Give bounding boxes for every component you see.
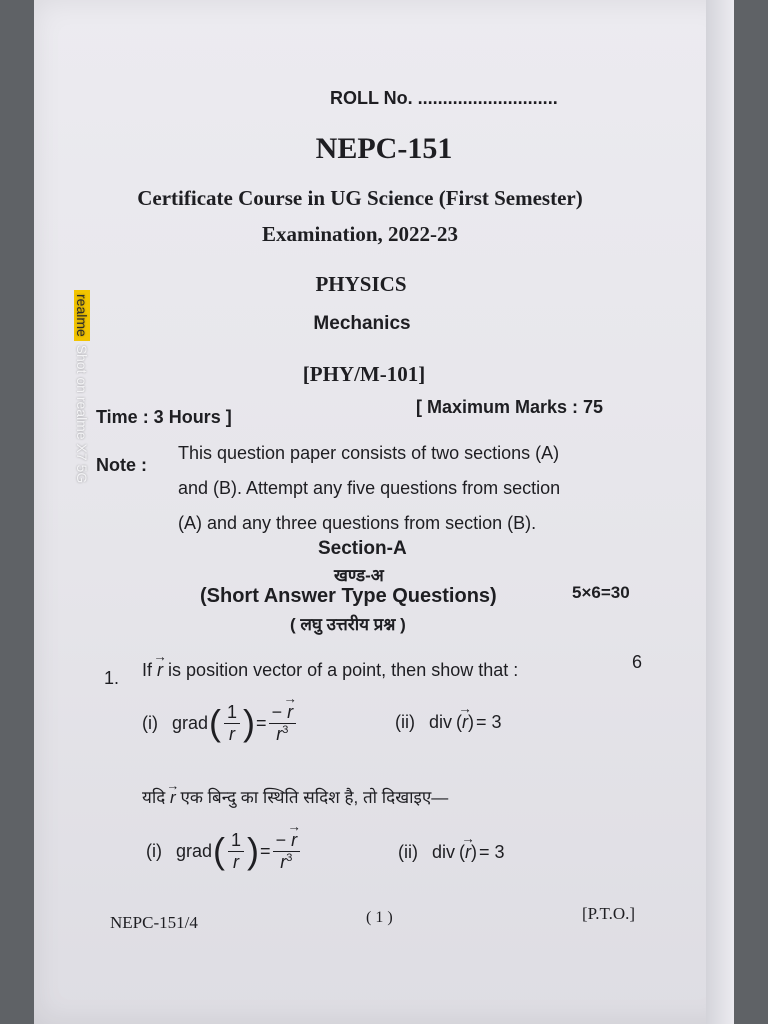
fraction-numerator: 1	[228, 830, 244, 852]
subject-title: PHYSICS	[315, 272, 407, 296]
section-title-hindi: खण्ड-अ	[334, 566, 384, 585]
fraction-denominator: r	[233, 851, 240, 872]
question-text	[142, 660, 518, 681]
roll-number-field: ROLL No. ............................	[330, 88, 558, 108]
fraction-numerator: 1	[224, 702, 240, 724]
part-i-label: (i)	[146, 840, 162, 861]
one-over-r	[228, 830, 244, 872]
formula-grad-hindi	[146, 830, 302, 872]
open-paren: (	[209, 702, 222, 744]
div-result: = 3	[479, 842, 505, 862]
grad-operator: grad	[172, 712, 209, 733]
note-line-2: and (B). Attempt any five questions from section	[178, 478, 561, 498]
section-marks: 5×6=30	[572, 583, 630, 602]
vector-r: → r	[170, 788, 176, 808]
watermark-brand: realme	[74, 290, 90, 341]
section-subtitle: (Short Answer Type Questions)	[200, 585, 497, 607]
minus-sign: −	[275, 830, 287, 850]
part-i-label: (i)	[142, 712, 158, 733]
one-over-r	[224, 702, 240, 744]
hindi-suffix: एक बिन्दु का स्थिति सदिश है, तो दिखाइए—	[180, 788, 449, 807]
equals-sign: =	[260, 840, 271, 861]
vector-r: → r	[287, 702, 293, 723]
div-operator: div	[432, 842, 456, 862]
formula-div	[395, 712, 502, 733]
fraction-numerator	[273, 830, 301, 852]
hindi-prefix: यदि	[142, 788, 166, 807]
fraction-denominator	[273, 724, 291, 745]
question-prefix: If	[142, 660, 153, 680]
note-line-3: (A) and any three questions from section (B).	[178, 513, 537, 533]
question-text-hindi	[142, 785, 448, 808]
paper-name: Mechanics	[313, 313, 411, 334]
exponent: 3	[286, 851, 293, 864]
div-result: = 3	[476, 712, 502, 732]
part-ii-label: (ii)	[398, 842, 418, 862]
open-paren: (	[213, 830, 226, 872]
equals-sign: =	[256, 712, 267, 733]
question-suffix: is position vector of a point, then show that :	[168, 660, 519, 680]
course-title: Certificate Course in UG Science (First Semester)	[137, 186, 583, 210]
question-number: 1.	[104, 668, 120, 688]
vector-r: → r	[465, 842, 471, 863]
div-operator: div	[429, 712, 453, 732]
note-label: Note :	[96, 455, 147, 475]
section-title: Section-A	[318, 538, 407, 559]
page-number: ( 1 )	[366, 909, 393, 926]
vector-r: → r	[291, 830, 297, 851]
grad-operator: grad	[176, 840, 213, 861]
vector-r: → r	[462, 712, 468, 733]
maximum-marks: [ Maximum Marks : 75	[416, 397, 604, 417]
question-marks: 6	[632, 652, 643, 672]
paper-code-title: NEPC-151	[315, 132, 453, 165]
close-paren: )	[468, 712, 475, 732]
subject-code: [PHY/M-101]	[302, 362, 426, 386]
part-ii-label: (ii)	[395, 712, 415, 732]
vector-r: → r	[157, 660, 163, 681]
close-paren: )	[247, 830, 260, 872]
close-paren: )	[471, 842, 478, 862]
exponent: 3	[282, 723, 289, 736]
section-subtitle-hindi: ( लघु उत्तरीय प्रश्न )	[290, 615, 406, 634]
neg-r-over-r-cubed	[273, 830, 301, 872]
open-paren: (	[459, 842, 466, 862]
open-paren: (	[456, 712, 463, 732]
camera-watermark	[74, 290, 90, 483]
footer-paper-code: NEPC-151/4	[110, 913, 198, 932]
fraction-numerator	[269, 702, 297, 724]
watermark-text: Shot on realme X7 5G	[74, 344, 90, 484]
fraction-denominator	[277, 852, 295, 873]
close-paren: )	[243, 702, 256, 744]
fraction-denominator: r	[229, 723, 236, 744]
note-line-1: This question paper consists of two sections (A)	[178, 443, 560, 463]
examination-year: Examination, 2022-23	[261, 222, 458, 246]
please-turn-over: [P.T.O.]	[582, 904, 636, 923]
time-allowed: Time : 3 Hours ]	[96, 407, 232, 427]
neg-r-over-r-cubed	[269, 702, 297, 744]
formula-div-hindi	[398, 842, 505, 863]
formula-grad	[142, 702, 298, 744]
r-symbol: r	[280, 851, 287, 872]
r-symbol: r	[276, 723, 283, 744]
minus-sign: −	[271, 702, 283, 722]
